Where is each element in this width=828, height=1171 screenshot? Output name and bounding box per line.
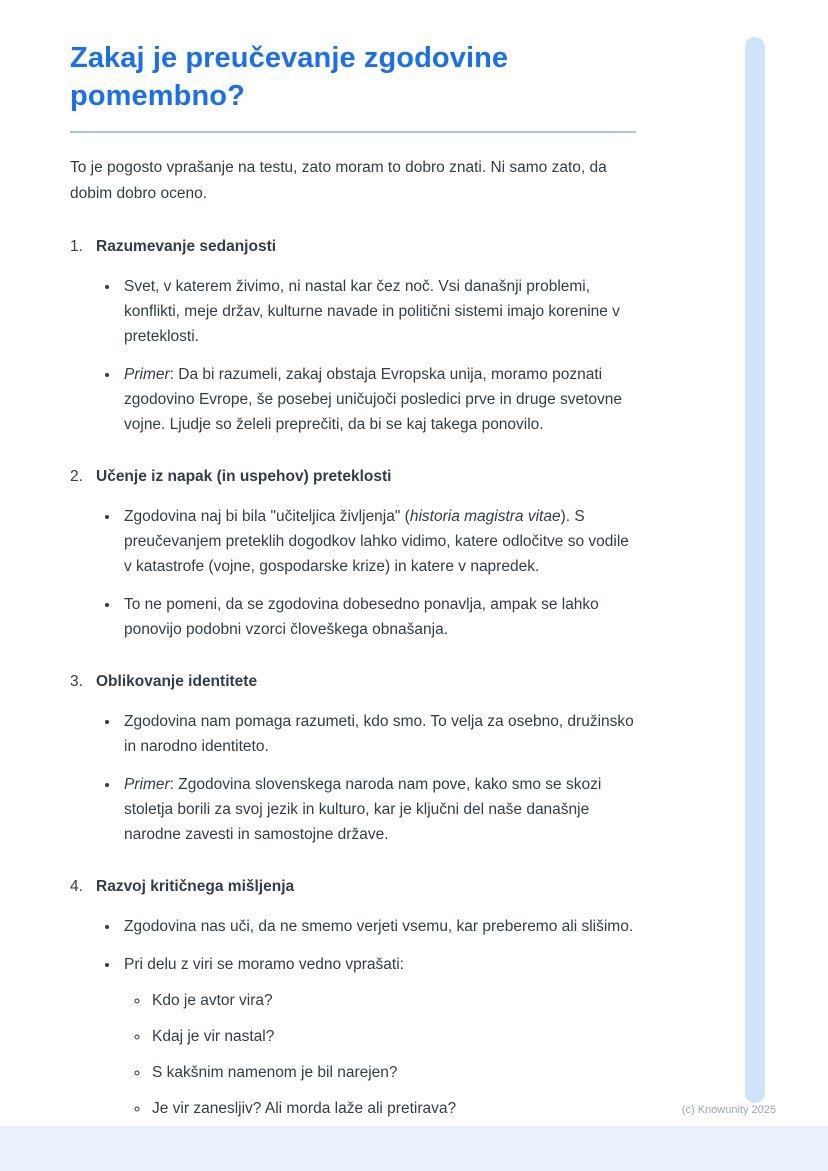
copyright-text: (c) Knowunity 2025	[681, 1104, 776, 1116]
bullet-list	[70, 504, 636, 642]
bullet-item	[120, 952, 636, 1121]
section-number: 4.	[70, 878, 83, 896]
section-title: Razumevanje sedanjosti	[96, 238, 277, 256]
bullet-item	[120, 592, 636, 642]
bullet-text: Zgodovina nam pomaga razumeti, kdo smo. To velja za osebno, družinsko in narodno identiteto.	[124, 713, 634, 756]
section-number: 1.	[70, 238, 83, 256]
section-number: 2.	[70, 468, 83, 486]
bullet-text: Svet, v katerem živimo, ni nastal kar čez noč. Vsi današnji problemi, konflikti, meje držav, kulturne navade in politični sistemi imajo korenine v preteklosti.	[124, 278, 620, 346]
sub-bullet-list	[124, 988, 636, 1121]
bullet-list	[70, 274, 636, 437]
sub-bullet-item: ◦ Kdaj je vir nastal?	[150, 1024, 636, 1049]
section-heading	[70, 465, 636, 489]
sections-list	[70, 235, 636, 1121]
bullet-text: Zgodovina naj bi bila "učiteljica življenja" (	[124, 508, 410, 526]
bullet-list	[70, 914, 636, 1121]
scrollbar[interactable]	[745, 37, 765, 1103]
bullet-text: : Zgodovina slovenskega naroda nam pove, kako smo se skozi stoletja borili za svoj jezik in kulturo, kar je ključni del naše današnje narodne zavesti in samostojne države.	[124, 776, 602, 844]
title-divider	[70, 131, 636, 133]
bullet-text: historia magistra vitae	[409, 508, 561, 526]
bullet-text: ). S preučevanjem preteklih dogodkov lahko vidimo, katere odločitve so vodile v katastrofe (vojne, gospodarske krize) in katere v napredek.	[124, 508, 629, 576]
bullet-text: Primer	[124, 776, 170, 794]
section-title: Razvoj kritičnega mišljenja	[96, 878, 295, 896]
section-heading	[70, 235, 636, 259]
section	[70, 465, 636, 642]
sub-bullet-item: ◦ S kakšnim namenom je bil narejen?	[150, 1060, 636, 1085]
bullet-text: Zgodovina nas uči, da ne smemo verjeti vsemu, kar preberemo ali slišimo.	[124, 918, 634, 936]
section	[70, 235, 636, 437]
bullet-item	[120, 504, 636, 579]
sub-bullet-item: ◦ Kdo je avtor vira?	[150, 988, 636, 1013]
section-heading	[70, 670, 636, 694]
section-heading	[70, 875, 636, 899]
section	[70, 670, 636, 847]
section-number: 3.	[70, 673, 83, 691]
bullet-text: Primer	[124, 366, 170, 384]
section	[70, 875, 636, 1121]
section-title: Oblikovanje identitete	[96, 673, 258, 691]
page-title: Zakaj je preučevanje zgodovine pomembno?	[70, 42, 509, 112]
intro-paragraph: To je pogosto vprašanje na testu, zato moram to dobro znati. Ni samo zato, da dobim dobro oceno.	[70, 159, 607, 203]
section-title: Učenje iz napak (in uspehov) preteklosti	[96, 468, 392, 486]
bottom-band	[0, 1126, 828, 1171]
bullet-item	[120, 274, 636, 349]
bullet-item	[120, 772, 636, 847]
sub-bullet-item: ◦ Je vir zanesljiv? Ali morda laže ali pretirava?	[150, 1096, 636, 1121]
document-content	[70, 40, 636, 1149]
bullet-item	[120, 914, 636, 939]
bullet-text: : Da bi razumeli, zakaj obstaja Evropska unija, moramo poznati zgodovino Evrope, še posebej uničujoči posledici prve in druge svetovne vojne. Ljudje so želeli preprečiti, da bi se kaj takega ponovilo.	[124, 366, 623, 434]
bullet-text: Pri delu z viri se moramo vedno vprašati:	[124, 956, 404, 974]
bullet-item	[120, 362, 636, 437]
bullet-list	[70, 709, 636, 847]
bullet-text: To ne pomeni, da se zgodovina dobesedno ponavlja, ampak se lahko ponovijo podobni vzorci človeškega obnašanja.	[124, 596, 599, 639]
bullet-item	[120, 709, 636, 759]
